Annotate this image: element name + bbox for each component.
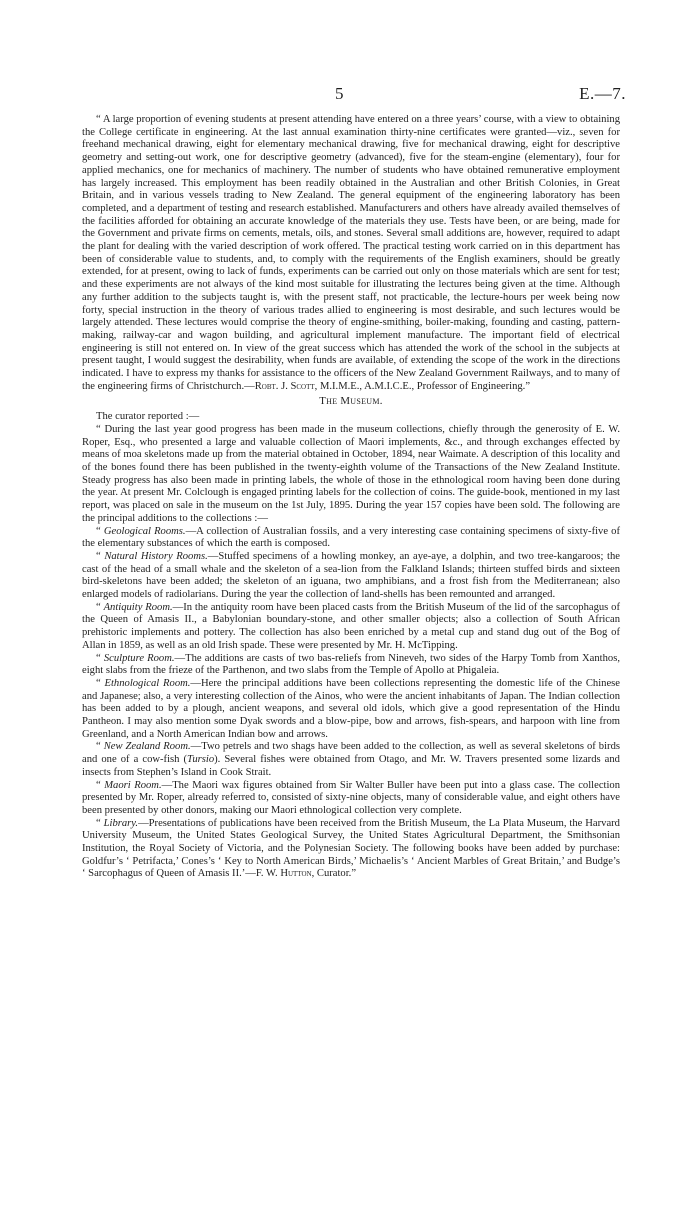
- curator-signature: F. W. Hutton: [255, 868, 312, 880]
- geological-rooms-paragraph: “ Geological Rooms.—A collection of Australian fossils, and a very interesting case containing specimens of sixty-five of the elementary substances of which the earth is composed.: [82, 525, 621, 550]
- room-label: New Zealand Room.: [103, 741, 191, 753]
- body-text: [82, 114, 620, 881]
- museum-intro: The curator reported :—: [96, 411, 200, 423]
- room-label: Geological Rooms.: [103, 525, 186, 537]
- room-label: Natural History Rooms.: [104, 550, 208, 562]
- room-text: —Two petrels and two shags have been added to the collection, as well as several skeletons of birds and one of a cow-fish (: [82, 741, 620, 766]
- room-text: —The additions are casts of two bas-reliefs from Nineveh, two sides of the Harpy Tomb from Xanthos, eight slabs from the frieze of the Parthenon, and two slabs from the Temple of Apollo at Phigaleia.: [82, 652, 620, 677]
- room-label: Maori Room.: [104, 779, 162, 791]
- engineering-report-text: “ A large proportion of evening students at present attending have entered on a three years’ course, with a view to obtaining the College certificate in engineering. At the last annual examination thirty-nine certificates were granted—viz., seven for freehand mechanical drawing, eight for elementary mechanical drawing, five for mechanical drawing, eight for descriptive geometry and setting-out work, one for descriptive geometry (advanced), five for the steam-engine (elementary), four for applied mechanics, one for mechanics of machinery. The number of students who have obtained remunerative employment has largely increased. This employment has been readily obtained in the Australian and other British Colonies, in Great Britain, and in various vessels trading to New Zealand. The general equipment of the engineering laboratory has been completed, and a department of testing and research established. Manufacturers and others have already availed themselves of the facilities afforded for obtaining an accurate knowledge of the materials they use. Tests have been, or are being, made for the Government and private firms on cements, metals, oils, and stones. Several small additions are, however, required to adapt the plant for dealing with the varied description of work offered. The practical testing work carried on in this department has been of considerable value to students, and, to comply with the requirements of the English examiners, should be greatly extended, for at present, owing to lack of funds, experiments can be carried out only on those materials which are sent for test; and these experiments are not always of the kind most suitable for illustrating the lectures being given at the time. Although any further addition to the subjects taught is, with the present staff, not practicable, the lecture-hours per week being now forty, special instruction in the theory of various trades allied to engineering is most desirable, and such lectures would be largely attended. These lectures would comprise the theory of engine-smithing, boiler-making, founding and casting, pattern-making, railway-car and wagon building, and agricultural implement manufacture. The important field of electrical engineering is still not entered on. In view of the great success which has attended the work of the school in the subjects at present taught, I would suggest the desirability, when funds are available, of extending the scope of the work in the directions indicated. I have to express my thanks for assistance to the officers of the New Zealand Government Railways, and to many of the engineering firms of Christchurch.—: [82, 114, 620, 392]
- page-number: 5: [335, 84, 344, 103]
- room-text: —A collection of Australian fossils, and a very interesting case containing specimens of sixty-five of the elementary substances of which the earth is composed.: [82, 525, 621, 550]
- running-head: [82, 84, 626, 114]
- engineering-report-paragraph: [82, 114, 620, 393]
- museum-opening-paragraph: “ During the last year good progress has been made in the museum collections, chiefly through the generosity of E. W. Roper, Esq., who presented a large and valuable collection of Maori implements, &c., and through exchanges effected by means of moa skeletons made up from the material obtained in October, 1894, near Waimate. A description of this locality and of the bones found there has been published in the twenty-eighth volume of the Transactions of the New Zealand Institute. Steady progress has also been made in printing labels, the whole of those in the ethnological room having been done during the year. At present Mr. Colclough is engaged printing labels for the collection of coins. The guide-book, mentioned in my last report, was placed on sale in the museum on the 1st July, 1895. During the year 157 copies have been sold. The following are the principal additions to the collections :—: [82, 423, 620, 524]
- room-text-tail: ). Several fishes were obtained from Otago, and Mr. W. Travers presented some lizards and insects from Stephen’s Island in Cook Strait.: [82, 754, 620, 778]
- curator-signature-tail: , Curator.”: [311, 868, 357, 880]
- room-label: Ethnological Room.: [104, 677, 191, 689]
- maori-room-paragraph: “ Maori Room.—The Maori wax figures obtained from Sir Walter Buller have been put into a glass case. The collection presented by Mr. Roper, already referred to, consisted of sixty-nine objects, many of considerable value, and eight others have been presented by other donors, making our Maori ethnological collection very complete.: [82, 779, 621, 816]
- natural-history-rooms-paragraph: “ Natural History Rooms.—Stuffed specimens of a howling monkey, an aye-aye, a dolphin, and two tree-kangaroos; the cast of the head of a small whale and the skeleton of a sea-lion from the Falkland Islands; thirteen stuffed birds and sixteen bird-skeletons have been added; the skeleton of an iguana, two amphibians, and a frost fish from the Mediterranean; also enlarged models of radiolarians. During the year the collection of land-shells has been remounted and arranged.: [82, 550, 620, 601]
- species-name: Tursio: [187, 754, 215, 766]
- engineering-report-signature: Robt. J. Scott: [254, 380, 315, 392]
- room-text: —In the antiquity room have been placed casts from the British Museum of the lid of the sarcophagus of the Queen of Amasis II., a Babylonian boundary-stone, and other smaller objects; also a collection of South African prehistoric implements and pottery. The collection has also been enriched by a metal cup and stand dug out of the Bog of Allan in 1859, as well as an old Irish spade. These were presented by Mr. H. McTipping.: [82, 601, 620, 651]
- room-text: —The Maori wax figures obtained from Sir Walter Buller have been put into a glass case. The collection presented by Mr. Roper, already referred to, consisted of sixty-nine objects, many of considerable value, and eight others have been presented by other donors, making our Maori ethnological collection very complete.: [82, 779, 621, 816]
- room-label: Sculpture Room.: [103, 652, 175, 664]
- room-text: —Here the principal additions have been collections representing the domestic life of the Chinese and Japanese; also, a very interesting collection of the Ainos, who were the ancient inhabitants of Japan. The Indian collection has been added to by a plough, ancient weapons, and several old idols, which give a good representation of the Hindu Pantheon. I may also mention some Dyak swords and a blow-pipe, bow and arrows, fish-spears, and harpoon with line from Greenland, and a North American Indian bow and arrows.: [82, 677, 620, 740]
- sculpture-room-paragraph: “ Sculpture Room.—The additions are casts of two bas-reliefs from Nineveh, two sides of the Harpy Tomb from Xanthos, eight slabs from the frieze of the Parthenon, and two slabs from the Temple of Apollo at Phigaleia.: [82, 652, 620, 677]
- museum-heading: The Museum.: [319, 395, 383, 408]
- engineering-report-signature-tail: , M.I.M.E., A.M.I.C.E., Professor of Engineering.”: [314, 380, 531, 392]
- room-label: Library.: [103, 817, 139, 829]
- room-label: Antiquity Room.: [103, 601, 173, 613]
- series-reference: E.—7.: [579, 84, 626, 103]
- room-text: —Stuffed specimens of a howling monkey, an aye-aye, a dolphin, and two tree-kangaroos; the cast of the head of a small whale and the skeleton of a sea-lion from the Falkland Islands; thirteen stuffed birds and sixteen bird-skeletons have been added; the skeleton of an iguana, two amphibians, and a frost fish from the Mediterranean; also enlarged models of radiolarians. During the year the collection of land-shells has been remounted and arranged.: [82, 550, 620, 601]
- room-text: —Presentations of publications have been received from the British Museum, the La Plata Museum, the Harvard University Museum, the United States Geological Survey, the United States Agricultural Department, the Smithsonian Institution, the Royal Society of Victoria, and the Polynesian Society. The following books have been added by purchase: Goldfur’s ‘ Petrifacta,’ Cones’s ‘ Key to North American Birds,’ Michaelis’s ‘ Ancient Marbles of Great Britain,’ and Budge’s ‘ Sarcophagus of Queen of Amasis II.’—: [82, 817, 620, 880]
- new-zealand-room-paragraph: “ New Zealand Room.—Two petrels and two shags have been added to the collection, as well as several skeletons of birds and one of a cow-fish (Tursio). Several fishes were obtained from Otago, and Mr. W. Travers presented some lizards and insects from Stephen’s Island in Cook Strait.: [82, 741, 620, 778]
- library-paragraph: “ Library.—Presentations of publications have been received from the British Museum, the La Plata Museum, the Harvard University Museum, the United States Geological Survey, the United States Agricultural Department, the Smithsonian Institution, the Royal Society of Victoria, and the Polynesian Society. The following books have been added by purchase: Goldfur’s ‘ Petrifacta,’ Cones’s ‘ Key to North American Birds,’ Michaelis’s ‘ Ancient Marbles of Great Britain,’ and Budge’s ‘ Sarcophagus of Queen of Amasis II.’—F. W. Hutton, Curator.”: [82, 817, 620, 880]
- antiquity-room-paragraph: “ Antiquity Room.—In the antiquity room have been placed casts from the British Museum of the lid of the sarcophagus of the Queen of Amasis II., a Babylonian boundary-stone, and other smaller objects; also a collection of South African prehistoric implements and pottery. The collection has also been enriched by a metal cup and stand dug out of the Bog of Allan in 1859, as well as an old Irish spade. These were presented by Mr. H. McTipping.: [82, 601, 620, 651]
- ethnological-room-paragraph: “ Ethnological Room.—Here the principal additions have been collections representing the domestic life of the Chinese and Japanese; also, a very interesting collection of the Ainos, who were the ancient inhabitants of Japan. The Indian collection has been added to by a plough, ancient weapons, and several old idols, which give a good representation of the Hindu Pantheon. I may also mention some Dyak swords and a blow-pipe, bow and arrows, fish-spears, and harpoon with line from Greenland, and a North American Indian bow and arrows.: [82, 677, 620, 740]
